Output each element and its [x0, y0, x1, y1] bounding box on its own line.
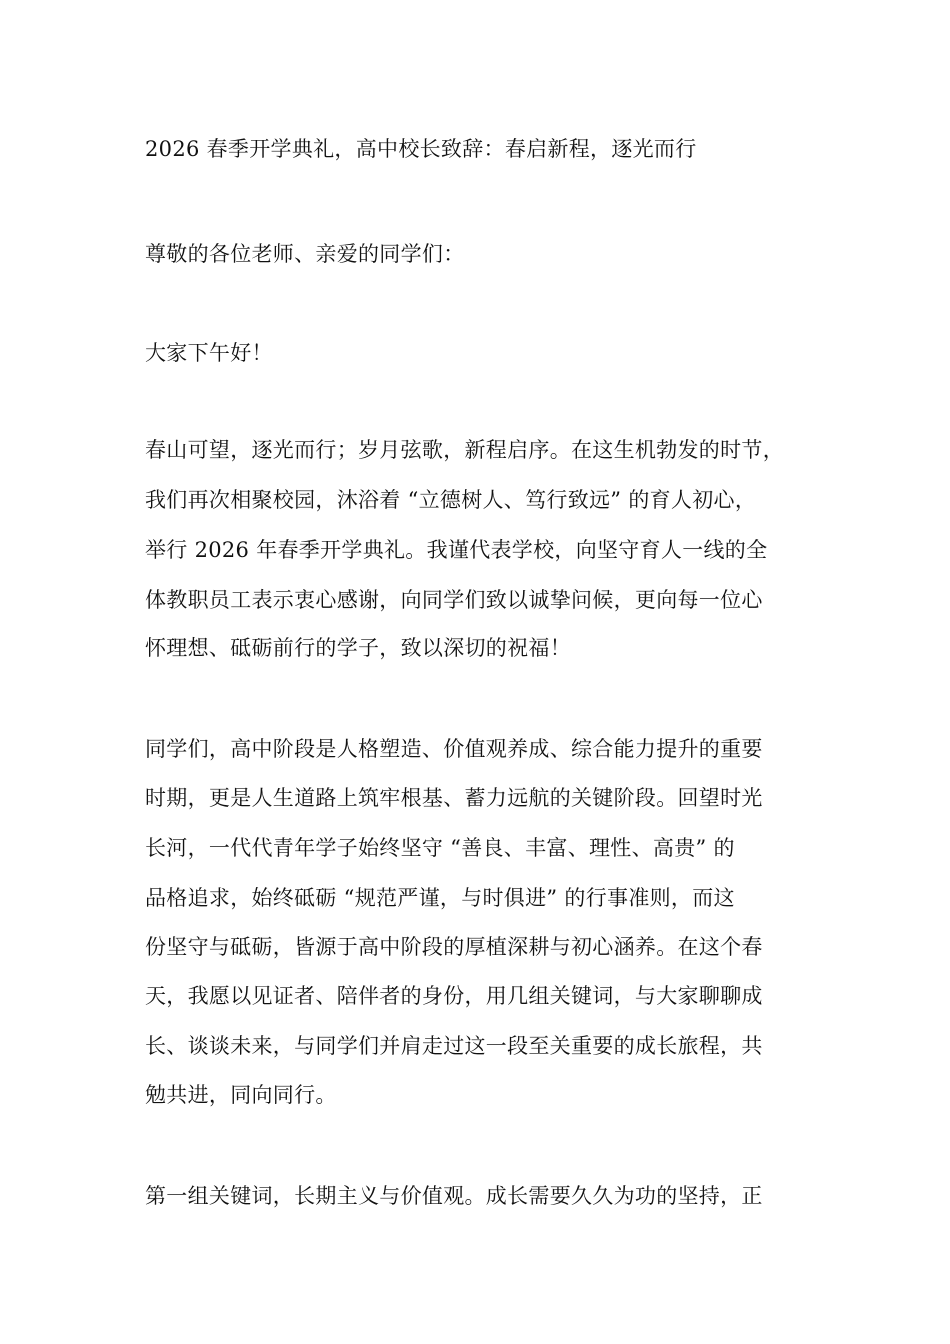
paragraph-line: 怀理想、砥砺前行的学子，致以深切的祝福！ [145, 636, 571, 660]
paragraph-line: 时期，更是人生道路上筑牢根基、蓄力远航的关键阶段。回望时光 [145, 786, 763, 810]
paragraph-line: 春山可望，逐光而行；岁月弦歌，新程启序。在这生机勃发的时节， [145, 438, 784, 462]
paragraph-line: 长、谈谈未来，与同学们并肩走过这一段至关重要的成长旅程，共 [145, 1034, 763, 1058]
paragraph-line: 长河，一代代青年学子始终坚守 “善良、丰富、理性、高贵” 的 [145, 836, 735, 860]
greeting: 大家下午好！ [145, 341, 273, 365]
paragraph-line: 份坚守与砥砺，皆源于高中阶段的厚植深耕与初心涵养。在这个春 [145, 935, 763, 959]
paragraph-line: 我们再次相聚校园，沐浴着 “立德树人、笃行致远” 的育人初心， [145, 488, 757, 512]
salutation: 尊敬的各位老师、亲爱的同学们： [145, 242, 465, 266]
paragraph-line: 天，我愿以见证者、陪伴者的身份，用几组关键词，与大家聊聊成 [145, 984, 763, 1008]
document-title: 2026 春季开学典礼，高中校长致辞：春启新程，逐光而行 [145, 137, 697, 161]
paragraph-line: 勉共进，同向同行。 [145, 1083, 337, 1107]
paragraph-line: 体教职员工表示衷心感谢，向同学们致以诚挚问候，更向每一位心 [145, 588, 763, 612]
paragraph-line: 第一组关键词，长期主义与价值观。成长需要久久为功的坚持，正 [145, 1184, 763, 1208]
paragraph-line: 举行 2026 年春季开学典礼。我谨代表学校，向坚守育人一线的全 [145, 538, 768, 562]
paragraph-line: 同学们，高中阶段是人格塑造、价值观养成、综合能力提升的重要 [145, 737, 763, 761]
paragraph-line: 品格追求，始终砥砺 “规范严谨，与时俱进” 的行事准则，而这 [145, 886, 735, 910]
